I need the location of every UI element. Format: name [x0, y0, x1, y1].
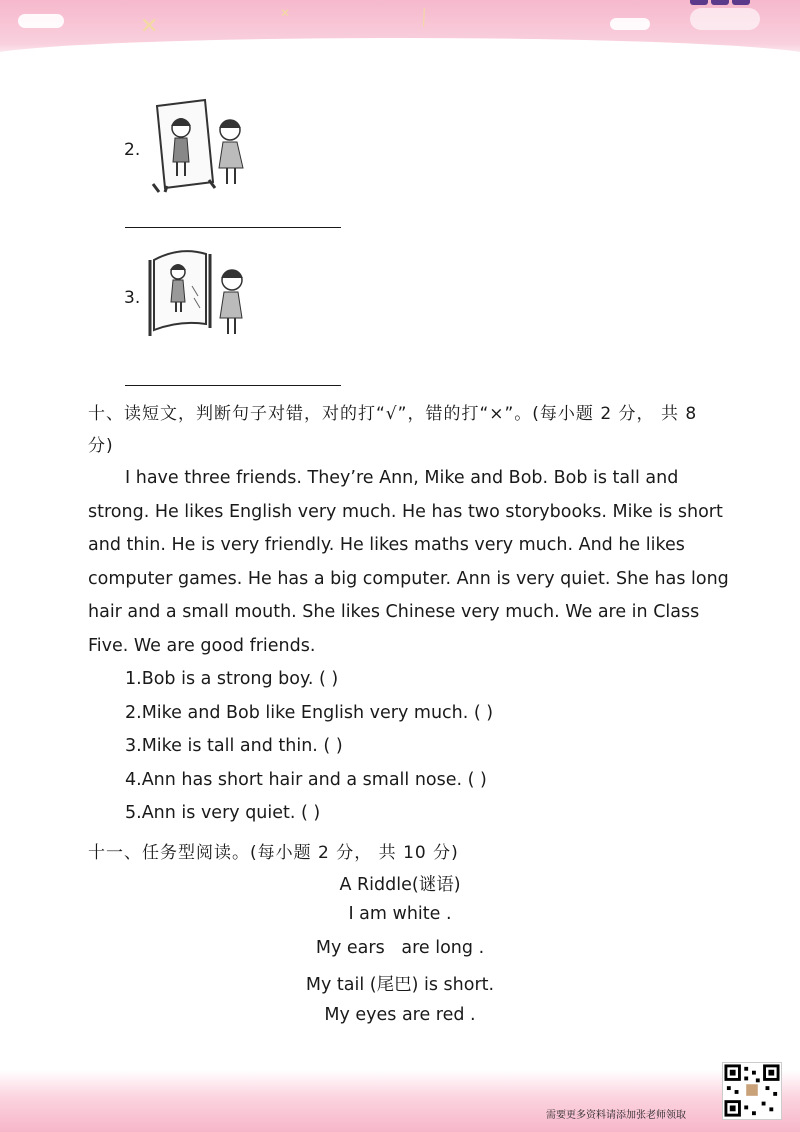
section-11-title: 十一、任务型阅读。(每小题 2 分， 共 10 分)	[88, 843, 459, 863]
riddle-title: A Riddle(谜语)	[339, 875, 461, 895]
section-10-title: 十、读短文，判断句子对错，对的打“√”，错的打“×”。(每小题 2 分， 共 8	[88, 404, 698, 424]
judgment-item[interactable]: 5.Ann is very quiet. ( )	[125, 803, 321, 823]
answer-line[interactable]	[125, 385, 341, 386]
qr-code-icon[interactable]	[722, 1062, 782, 1120]
girl-mirror-illustration	[145, 96, 250, 196]
item-number: 3.	[124, 288, 141, 308]
cloud-decoration	[18, 14, 64, 28]
header-decoration	[0, 0, 800, 62]
judgment-item[interactable]: 2.Mike and Bob like English very much. ( )	[125, 703, 494, 723]
footer-decoration	[0, 1070, 800, 1132]
riddle-line: I am white .	[348, 904, 452, 924]
top-bars-decoration	[690, 0, 750, 5]
item-number: 2.	[124, 140, 141, 160]
riddle-line: My ears are long .	[315, 938, 485, 958]
answer-line[interactable]	[125, 227, 341, 228]
star-decoration: ✕	[280, 6, 291, 20]
section-10-title-cont: 分)	[88, 436, 114, 456]
wave-decoration	[0, 38, 800, 62]
cloud-decoration	[610, 18, 650, 30]
reading-passage: I have three friends. They’re Ann, Mike and Bob. Bob is tall and strong. He likes English very much. He has two storybooks. Mike is short and thin. He is very friendly. He likes maths very much. And he likes computer games. He has a big computer. Ann is very quiet. She has long hair and a small mouth. She likes Chinese very much. We are in Class Five. We are good friends.	[88, 468, 729, 656]
star-decoration: ✕	[140, 14, 159, 39]
cloud-decoration	[690, 8, 760, 30]
judgment-item[interactable]: 4.Ann has short hair and a small nose. ( )	[125, 770, 487, 790]
judgment-item[interactable]: 3.Mike is tall and thin. ( )	[125, 736, 343, 756]
girl-mirror-illustration	[140, 246, 250, 346]
judgment-item[interactable]: 1.Bob is a strong boy. ( )	[125, 669, 339, 689]
qr-caption: 需要更多资料请添加张老师领取	[546, 1110, 686, 1121]
riddle-line: My eyes are red .	[324, 1005, 476, 1025]
riddle-line: My tail (尾巴) is short.	[305, 975, 495, 995]
stroke-decoration: ╱	[417, 8, 432, 28]
